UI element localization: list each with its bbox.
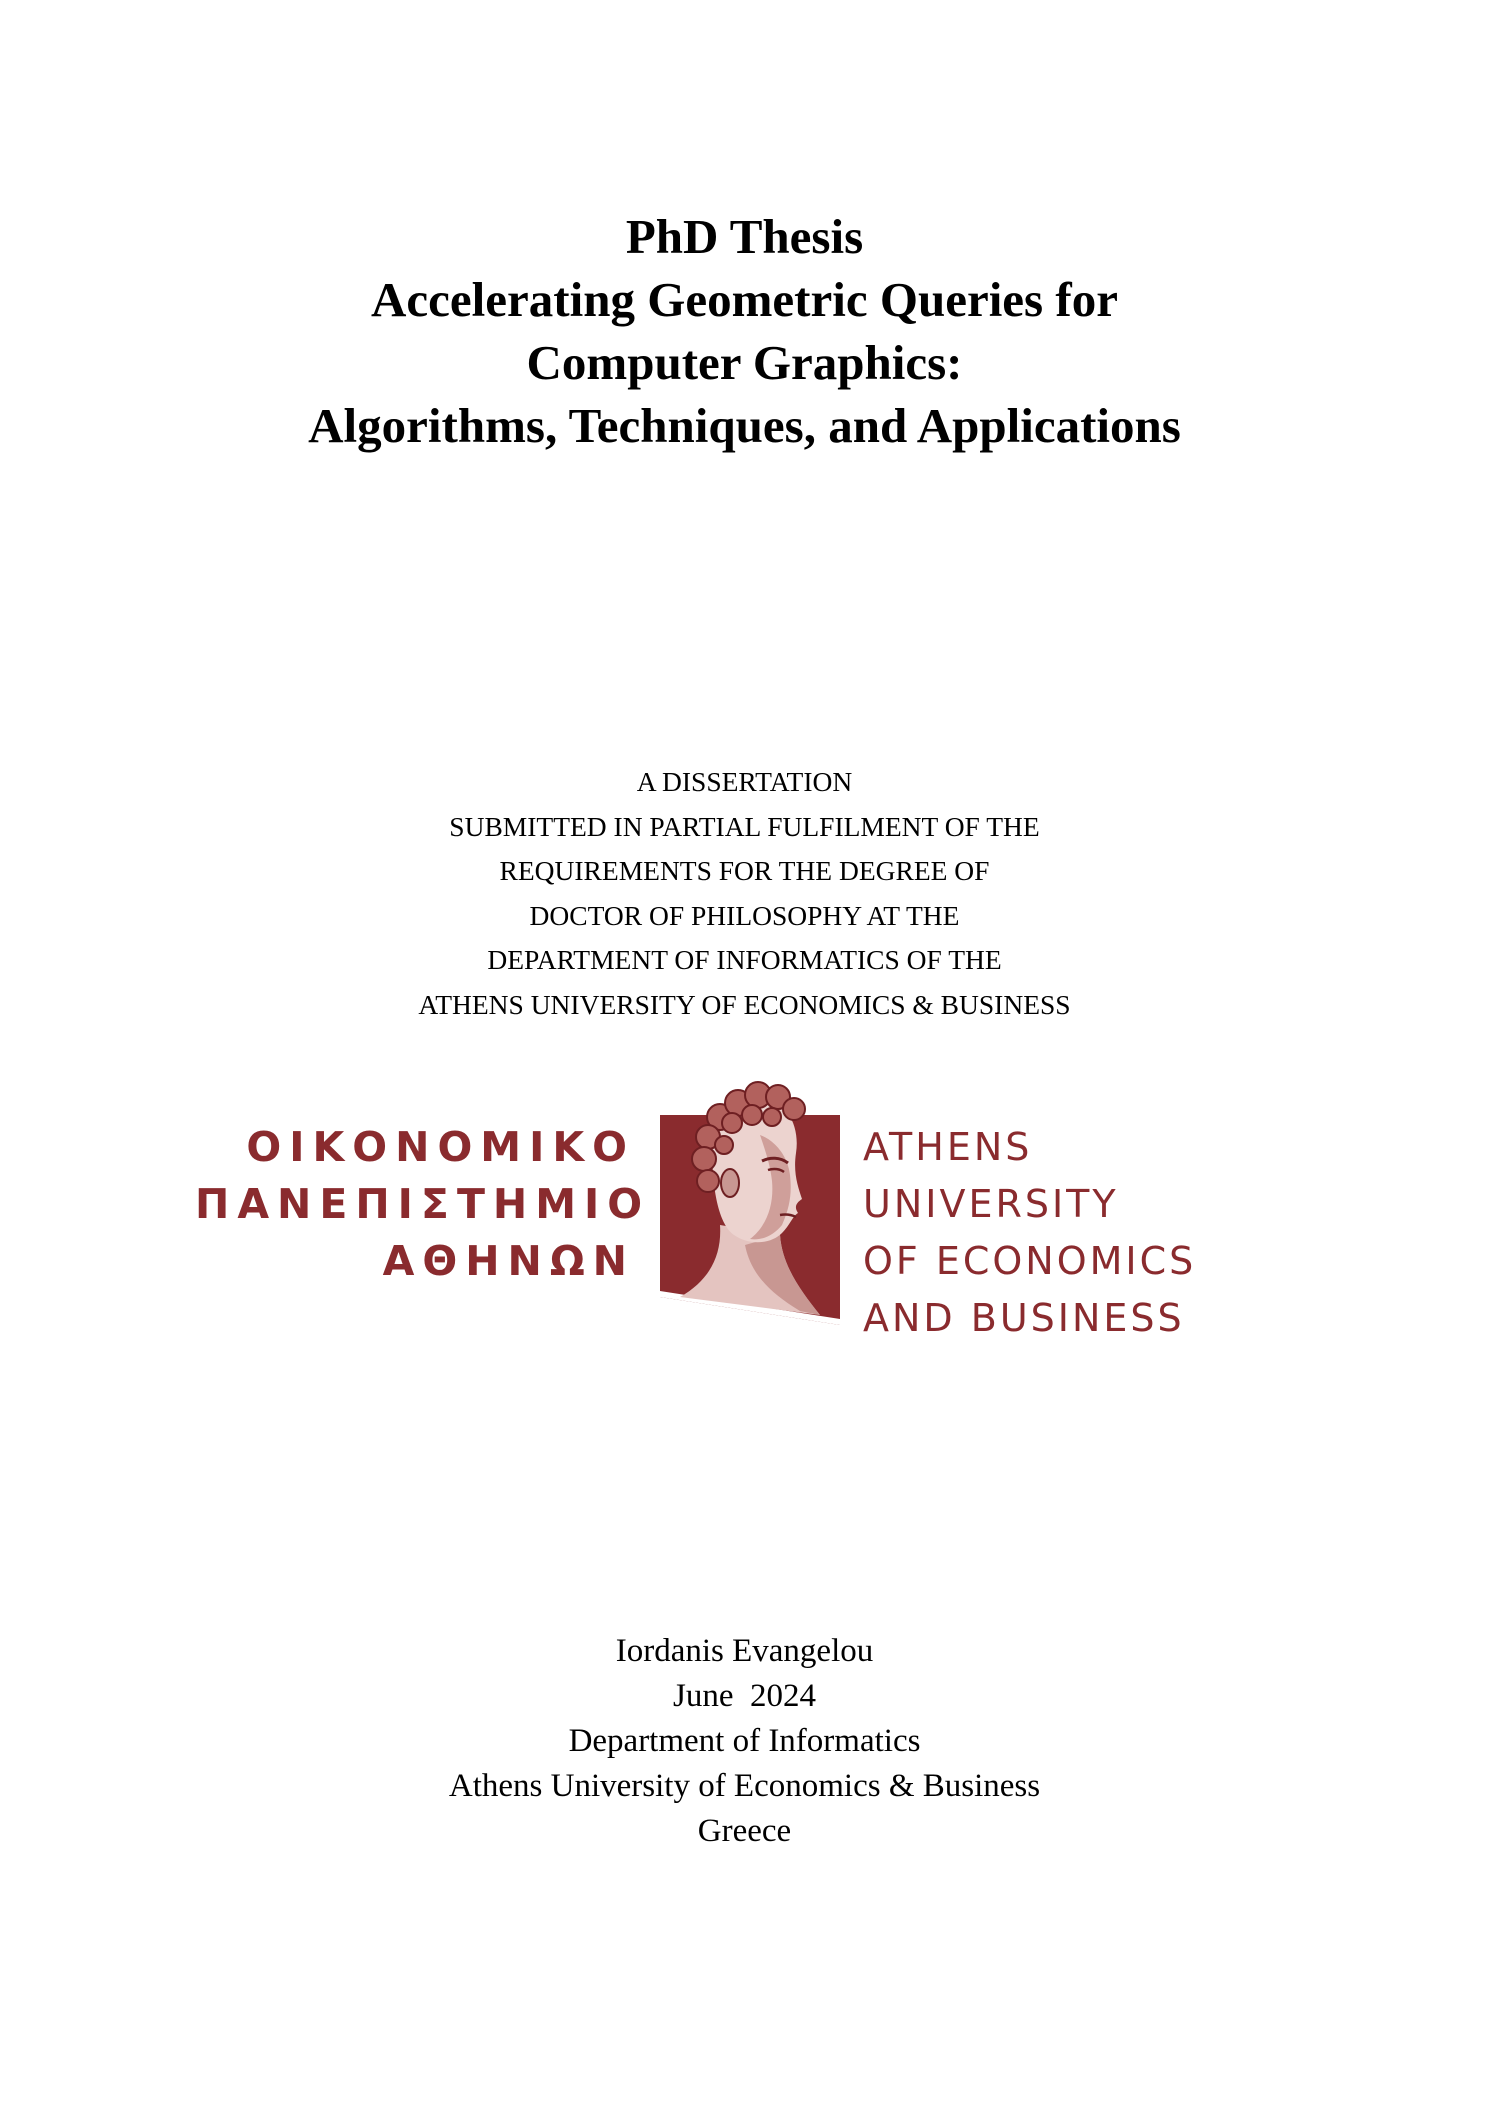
- dissertation-statement: [0, 760, 1489, 1027]
- dissertation-line: DOCTOR OF PHILOSOPHY AT THE: [529, 899, 960, 931]
- thesis-title: [0, 205, 1489, 457]
- title-line: Computer Graphics:: [526, 335, 963, 390]
- logo-greek-line: ΑΘΗΝΩΝ: [382, 1237, 635, 1285]
- author-university: Athens University of Economics & Business: [448, 1768, 1041, 1804]
- author-country: Greece: [697, 1813, 792, 1849]
- dissertation-line: A DISSERTATION: [636, 766, 853, 797]
- author-info: [0, 1629, 1489, 1854]
- logo-english-line: OF ECONOMICS: [863, 1239, 1197, 1283]
- logo-english-line: AND BUSINESS: [863, 1296, 1185, 1340]
- logo-english-line: ATHENS UNIVERSITY: [863, 1125, 1119, 1226]
- hermes-head-emblem-icon: [650, 1075, 850, 1325]
- logo-greek-line: ΟΙΚΟΝΟΜΙΚΟ: [246, 1123, 635, 1171]
- author-name: Iordanis Evangelou: [615, 1633, 874, 1669]
- logo-english-name: [863, 1119, 1303, 1347]
- logo-greek-line: ΠΑΝΕΠΙΣΤΗΜΙΟ: [195, 1180, 651, 1228]
- dissertation-line: SUBMITTED IN PARTIAL FULFILMENT OF THE: [449, 810, 1040, 842]
- title-line: Accelerating Geometric Queries for: [371, 272, 1118, 327]
- title-line: Algorithms, Techniques, and Applications: [308, 398, 1181, 453]
- dissertation-line: ATHENS UNIVERSITY OF ECONOMICS & BUSINESS: [418, 988, 1071, 1020]
- dissertation-line: REQUIREMENTS FOR THE DEGREE OF: [499, 855, 990, 886]
- submission-date: June 2024: [673, 1678, 816, 1714]
- author-department: Department of Informatics: [568, 1723, 921, 1759]
- logo-greek-name: [195, 1119, 651, 1290]
- university-logo: [195, 1075, 1305, 1340]
- dissertation-line: DEPARTMENT OF INFORMATICS OF THE: [487, 944, 1002, 975]
- title-line: PhD Thesis: [625, 209, 864, 264]
